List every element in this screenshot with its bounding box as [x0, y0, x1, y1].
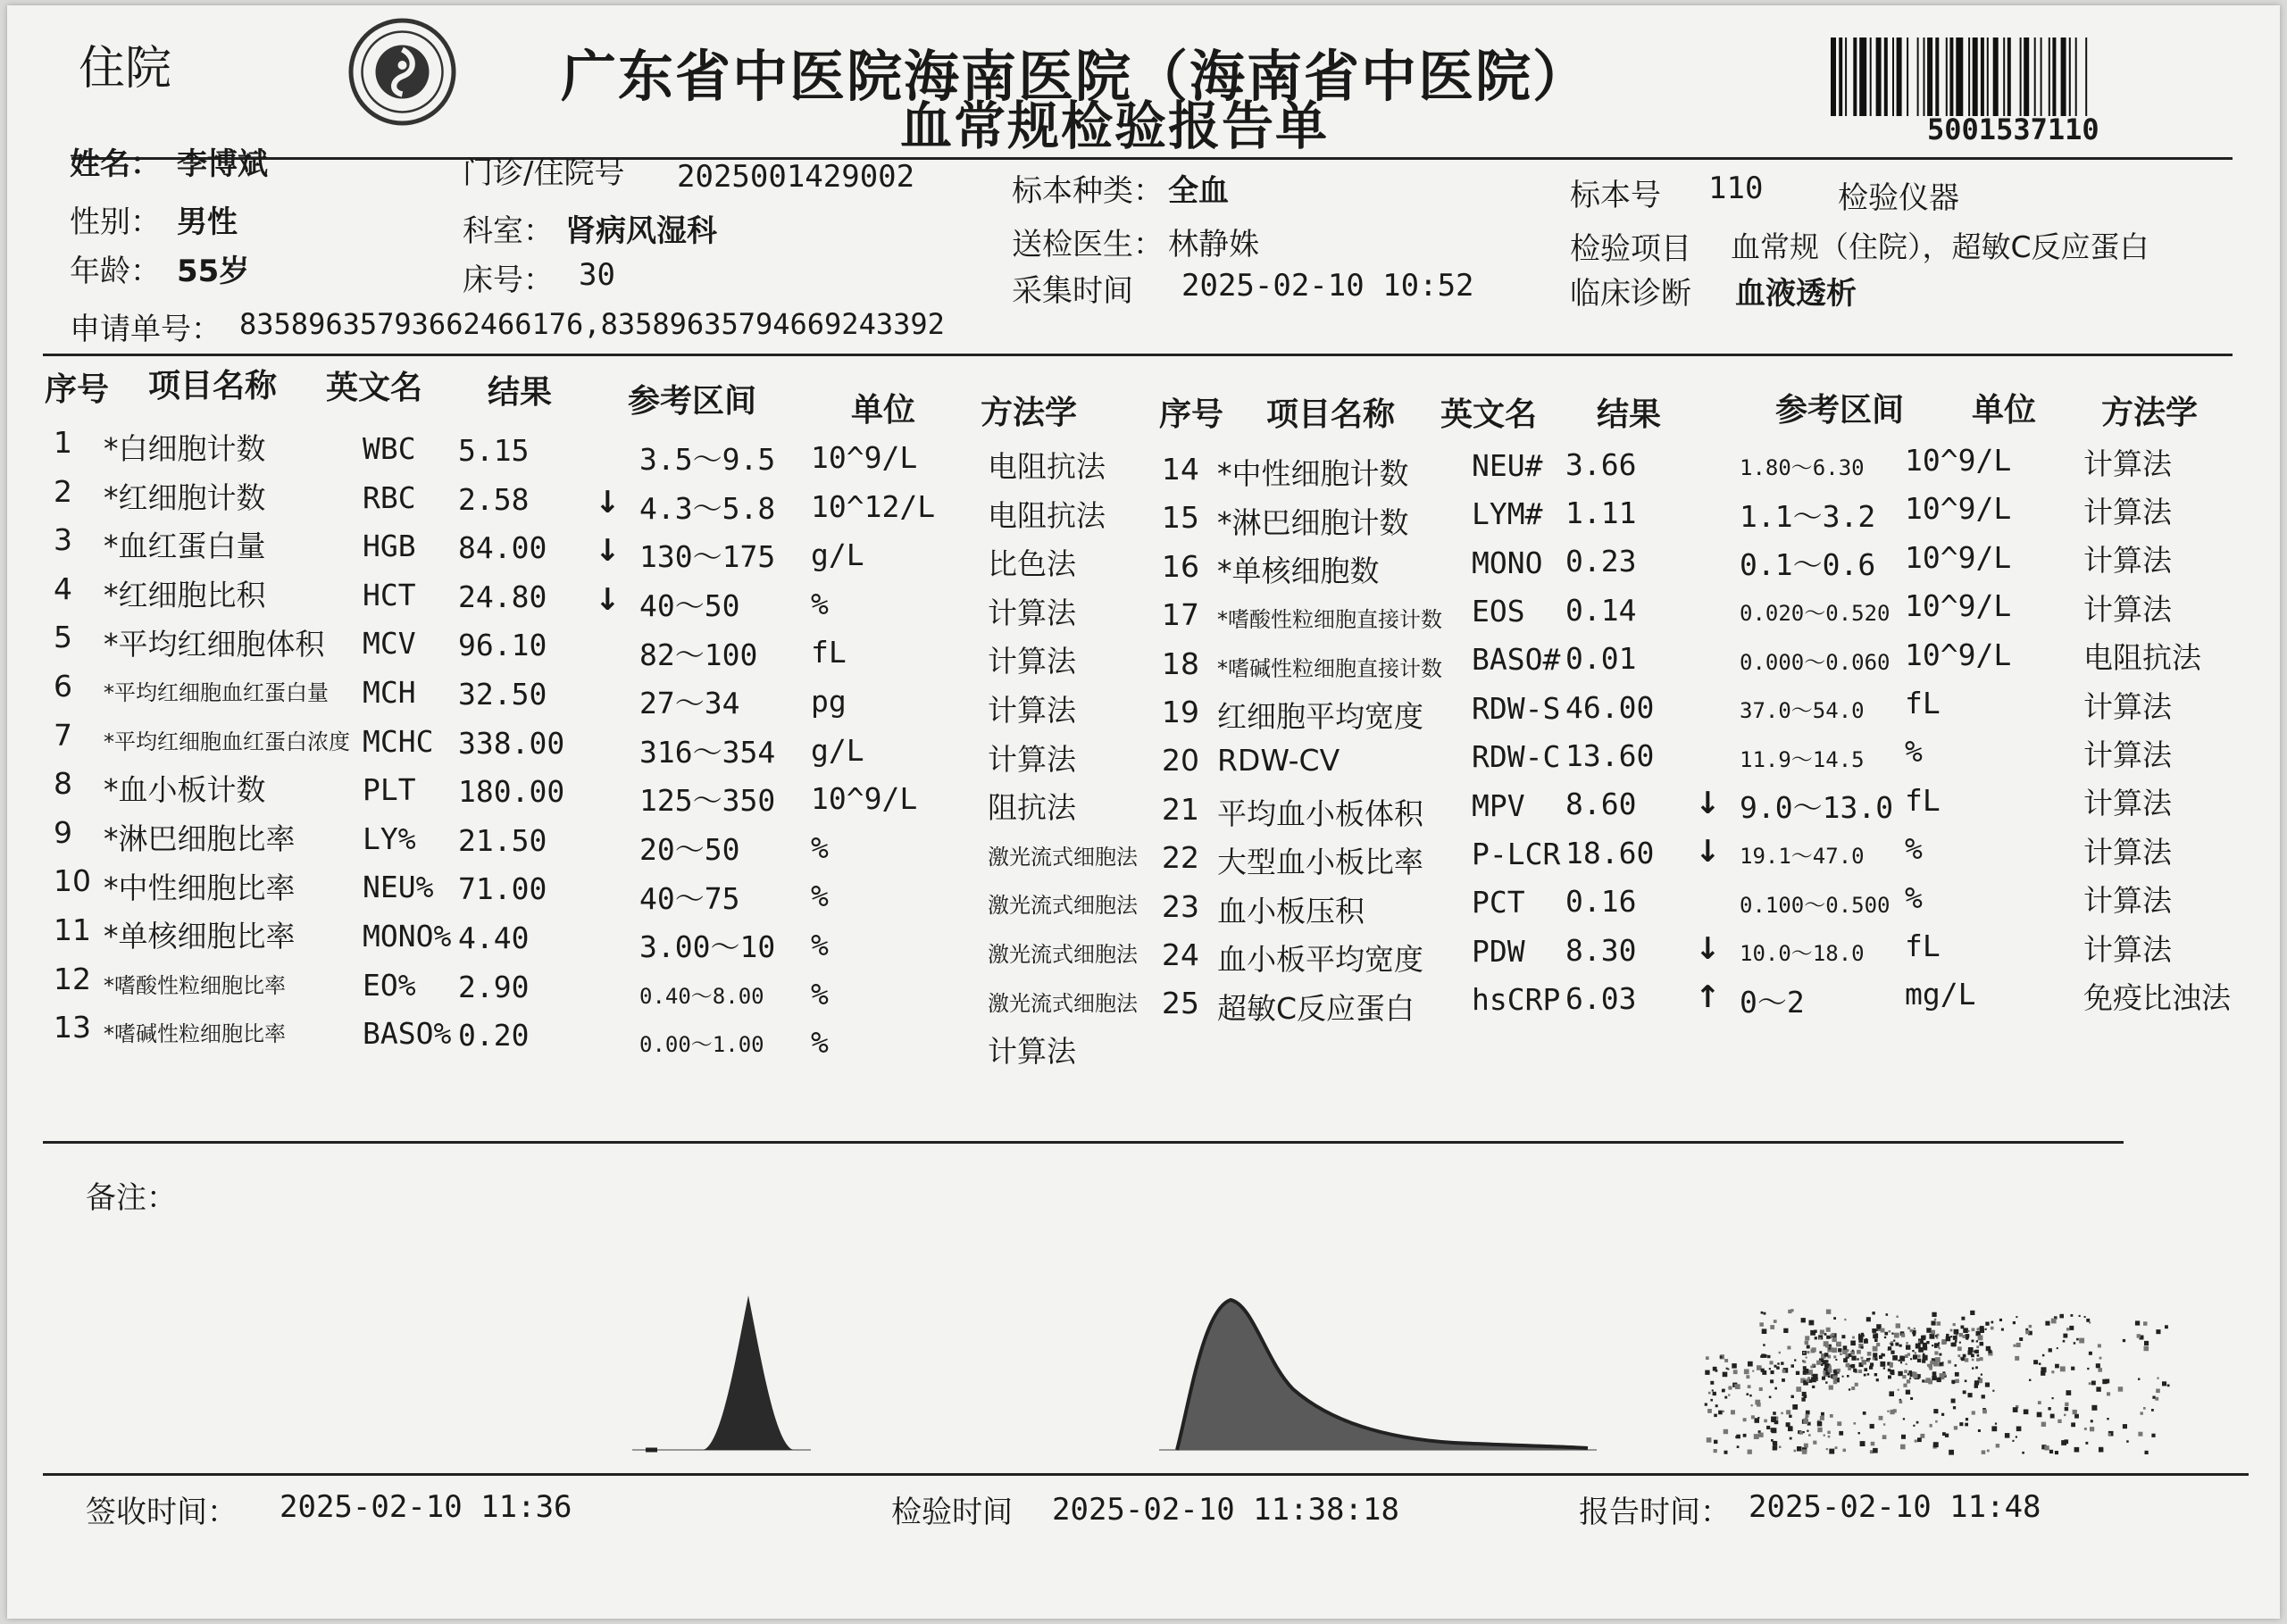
result-flag: ↓: [1695, 785, 1721, 821]
method: 计算法: [988, 692, 1076, 728]
unit: 10^9/L: [1905, 443, 2012, 479]
reference-range: 125～350: [639, 783, 776, 819]
test-name: *单核细胞数: [1217, 554, 1380, 589]
row-number: 10: [54, 863, 91, 899]
hospital-name: 广东省中医院海南医院（海南省中医院）: [561, 44, 1590, 109]
reference-range: 316～354: [639, 734, 776, 770]
method: 激光流式细胞法: [988, 893, 1138, 919]
unit: pg: [811, 683, 847, 719]
method: 计算法: [988, 595, 1076, 630]
reference-range: 3.00～10: [639, 929, 776, 965]
method: 计算法: [988, 741, 1076, 777]
unit: %: [1905, 831, 1923, 867]
reference-range: 0.00～1.00: [639, 1032, 764, 1058]
barcode-number: 5001537110: [1927, 112, 2099, 146]
test-name: *嗜碱性粒细胞直接计数: [1217, 655, 1442, 681]
test-name: 超敏C反应蛋白: [1217, 990, 1415, 1026]
col-name-left: 项目名称: [148, 368, 278, 404]
col-seq-left: 序号: [45, 371, 110, 408]
test-result: 4.40: [458, 920, 530, 956]
test-result: 338.00: [458, 725, 565, 761]
row-number: 8: [54, 766, 72, 802]
unit: fL: [1905, 929, 1941, 964]
method: 电阻抗法: [2083, 640, 2201, 676]
test-abbreviation: NEU#: [1472, 447, 1543, 483]
footer-divider: [43, 1473, 2249, 1476]
test-name: *淋巴细胞比率: [104, 820, 296, 856]
test-abbreviation: MCV: [363, 626, 416, 662]
patient-name: 李博斌: [177, 146, 268, 182]
test-result: 8.60: [1565, 787, 1637, 822]
test-result: 180.00: [458, 774, 565, 810]
reference-range: 1.1～3.2: [1740, 498, 1876, 534]
reference-range: 37.0～54.0: [1740, 698, 1865, 724]
reference-range: 40～75: [639, 880, 740, 916]
test-name: *嗜碱性粒细胞比率: [104, 1021, 286, 1047]
diagnosis: 血液透析: [1735, 276, 1857, 312]
test-time: 2025-02-10 11:38:18: [1052, 1492, 1399, 1528]
unit: %: [811, 927, 829, 962]
table-top-divider: [43, 354, 2233, 356]
reference-range: 0.1～0.6: [1740, 547, 1876, 583]
test-name: 血小板平均宽度: [1217, 942, 1423, 978]
remarks-label: 备注：: [86, 1180, 177, 1216]
reference-range: 3.5～9.5: [639, 442, 776, 478]
test-result: 3.66: [1565, 446, 1637, 482]
header-divider: [71, 157, 2233, 160]
method: 计算法: [2083, 883, 2172, 919]
row-number: 19: [1162, 695, 1199, 729]
method: 激光流式细胞法: [988, 941, 1138, 967]
test-name: 红细胞平均宽度: [1217, 699, 1423, 735]
test-abbreviation: BASO%: [363, 1016, 452, 1052]
test-result: 13.60: [1565, 737, 1655, 773]
unit: %: [811, 586, 829, 621]
test-name: *嗜酸性粒细胞比率: [104, 972, 286, 998]
department-label: 科室：: [463, 213, 554, 249]
test-name: *淋巴细胞计数: [1217, 504, 1409, 540]
unit: %: [811, 879, 829, 914]
test-abbreviation: PDW: [1472, 933, 1525, 969]
test-name: *红细胞计数: [104, 479, 266, 515]
name-label: 姓名：: [70, 146, 161, 182]
col-seq-right: 序号: [1159, 396, 1224, 433]
method: 计算法: [2083, 931, 2172, 967]
unit: %: [811, 1025, 829, 1061]
test-abbreviation: RDW-S: [1472, 690, 1561, 726]
row-number: 15: [1162, 500, 1199, 536]
method: 计算法: [988, 1034, 1076, 1070]
method: 计算法: [988, 644, 1076, 679]
method: 计算法: [2083, 543, 2172, 579]
col-en-right: 英文名: [1440, 396, 1538, 433]
row-number: 20: [1162, 743, 1199, 779]
test-abbreviation: EOS: [1472, 594, 1525, 629]
row-number: 22: [1162, 840, 1199, 876]
collect-time: 2025-02-10 10:52: [1181, 268, 1474, 304]
test-name: *平均红细胞血红蛋白量: [104, 680, 329, 706]
test-abbreviation: MCH: [363, 674, 416, 710]
row-number: 23: [1162, 888, 1199, 924]
unit: 10^9/L: [811, 439, 918, 475]
row-number: 13: [54, 1010, 91, 1045]
test-name: 大型血小板比率: [1217, 845, 1423, 880]
method: 计算法: [2083, 688, 2172, 724]
test-abbreviation: HGB: [363, 529, 416, 564]
reference-range: 19.1～47.0: [1740, 844, 1865, 870]
test-abbreviation: hsCRP: [1472, 982, 1561, 1018]
row-number: 16: [1162, 548, 1199, 584]
diagnosis-label: 临床诊断: [1570, 276, 1691, 312]
test-result: 46.00: [1565, 689, 1655, 725]
test-abbreviation: RDW-C: [1472, 739, 1561, 775]
record-no: 2025001429002: [677, 159, 915, 195]
doctor-name: 林静姝: [1168, 227, 1259, 262]
row-number: 6: [54, 669, 72, 704]
unit: 10^9/L: [1905, 539, 2012, 575]
test-name: *血小板计数: [104, 772, 266, 808]
test-abbreviation: P-LCR: [1472, 837, 1561, 872]
specimen-no-label: 标本号: [1570, 178, 1661, 213]
result-flag: ↓: [1695, 930, 1721, 967]
test-abbreviation: PCT: [1472, 885, 1525, 920]
row-number: 9: [54, 814, 72, 850]
row-number: 11: [54, 912, 91, 947]
specimen-type: 全血: [1168, 173, 1229, 209]
test-result: 1.11: [1565, 495, 1637, 530]
col-method-left: 方法学: [981, 395, 1078, 431]
unit: %: [811, 976, 829, 1012]
row-number: 24: [1162, 937, 1199, 972]
test-name: *中性细胞比率: [104, 870, 296, 905]
barcode-icon: [1829, 37, 2222, 116]
reference-range: 82～100: [639, 637, 758, 672]
row-number: 18: [1162, 645, 1199, 681]
rbc-histogram-icon: [1159, 1300, 1597, 1450]
col-ref-right: 参考区间: [1775, 392, 1905, 429]
row-number: 1: [54, 425, 72, 460]
request-no: 835896357936624661​76,8358963579466924​3392: [239, 307, 945, 341]
reference-range: 9.0～13.0: [1740, 790, 1894, 826]
unit: g/L: [811, 732, 864, 768]
reference-range: 11.9～14.5: [1740, 746, 1865, 772]
col-ref-left: 参考区间: [628, 383, 757, 420]
patient-age: 55岁: [177, 254, 250, 289]
unit: 10^9/L: [811, 781, 918, 817]
bed-no: 30: [579, 257, 615, 293]
reference-range: 130～175: [639, 539, 776, 575]
reference-range: 20～50: [639, 831, 740, 867]
col-result-left: 结果: [488, 374, 553, 411]
reference-range: 10.0～18.0: [1740, 941, 1865, 967]
unit: 10^12/L: [811, 488, 936, 524]
row-number: 25: [1162, 986, 1199, 1021]
reference-range: 1.80～6.30: [1740, 455, 1865, 481]
specimen-type-label: 标本种类：: [1012, 173, 1164, 209]
test-name: *白细胞计数: [104, 431, 266, 467]
test-name: *平均红细胞血红蛋白浓度: [104, 729, 350, 754]
age-label: 年龄：: [70, 254, 161, 289]
method: 电阻抗法: [988, 497, 1106, 533]
unit: fL: [811, 635, 847, 670]
test-name: RDW-CV: [1217, 742, 1340, 778]
patient-gender: 男性: [177, 204, 238, 240]
test-result: 0.20: [458, 1018, 530, 1054]
wbc-histogram-icon: [632, 1295, 811, 1450]
table-bottom-divider: [43, 1141, 2124, 1144]
hospital-seal-icon: [346, 16, 458, 128]
test-result: 8.30: [1565, 932, 1637, 968]
unit: %: [1905, 734, 1923, 770]
row-number: 21: [1162, 791, 1199, 827]
test-time-label: 检验时间: [891, 1495, 1013, 1530]
unit: 10^9/L: [1905, 588, 2012, 624]
report-time: 2025-02-10 11:48: [1749, 1489, 2041, 1525]
method: 电阻抗法: [988, 448, 1106, 484]
row-number: 17: [1162, 597, 1199, 633]
test-result: 0.14: [1565, 592, 1637, 628]
test-result: 6.03: [1565, 980, 1637, 1016]
test-result: 5.15: [458, 433, 530, 469]
method: 计算法: [2083, 446, 2172, 481]
reference-range: 0～2: [1740, 984, 1805, 1020]
row-number: 12: [54, 961, 91, 996]
col-name-right: 项目名称: [1266, 396, 1396, 433]
doctor-label: 送检医生：: [1012, 227, 1164, 262]
request-no-label: 申请单号：: [70, 312, 221, 347]
test-name: *平均红细胞体积: [104, 626, 325, 662]
test-name: *单核细胞比率: [104, 919, 296, 954]
reference-range: 40～50: [639, 587, 740, 623]
test-result: 0.01: [1565, 641, 1637, 677]
row-number: 7: [54, 717, 72, 753]
test-abbreviation: LY%: [363, 820, 416, 856]
col-unit-left: 单位: [851, 392, 916, 429]
test-result: 2.58: [458, 481, 530, 517]
method: 激光流式细胞法: [988, 990, 1138, 1016]
method: 计算法: [2083, 786, 2172, 821]
test-abbreviation: BASO#: [1472, 642, 1561, 678]
result-flag: ↓: [595, 581, 621, 618]
row-number: 4: [54, 570, 72, 606]
test-abbreviation: MCHC: [363, 723, 434, 759]
test-items: 血常规（住院），超敏C反应蛋白: [1731, 229, 2149, 264]
test-result: 84.00: [458, 530, 547, 566]
method: 免疫比浊法: [2083, 980, 2231, 1016]
test-result: 2.90: [458, 969, 530, 1004]
result-flag: ↓: [595, 533, 621, 570]
row-number: 14: [1162, 452, 1199, 487]
reference-range: 0.100～0.500: [1740, 892, 1891, 918]
test-name: 平均血小板体积: [1217, 796, 1423, 832]
bed-label: 床号：: [463, 262, 554, 298]
department: 肾病风湿科: [565, 213, 717, 249]
test-abbreviation: EO%: [363, 967, 416, 1003]
test-abbreviation: LYM#: [1472, 496, 1543, 532]
col-result-right: 结果: [1597, 396, 1662, 433]
test-name: *中性细胞计数: [1217, 456, 1409, 492]
method: 计算法: [2083, 834, 2172, 870]
test-result: 71.00: [458, 871, 547, 907]
reference-range: 27～34: [639, 686, 740, 721]
method: 阻抗法: [988, 790, 1076, 826]
collect-time-label: 采集时间: [1012, 273, 1133, 309]
result-flag: ↓: [595, 484, 621, 521]
test-name: *血红蛋白量: [104, 529, 266, 564]
test-result: 0.16: [1565, 884, 1637, 920]
test-result: 32.50: [458, 677, 547, 712]
gender-label: 性别：: [70, 204, 161, 240]
result-flag: ↑: [1695, 979, 1721, 1016]
method: 计算法: [2083, 737, 2172, 773]
report-time-label: 报告时间：: [1579, 1495, 1731, 1530]
unit: fL: [1905, 686, 1941, 721]
test-result: 0.23: [1565, 544, 1637, 579]
reference-range: 0.020～0.520: [1740, 601, 1891, 627]
test-result: 96.10: [458, 628, 547, 663]
test-name: 血小板压积: [1217, 893, 1365, 929]
test-abbreviation: NEU%: [363, 870, 434, 905]
receive-time: 2025-02-10 11:36: [280, 1489, 572, 1525]
row-number: 3: [54, 522, 72, 558]
method: 计算法: [2083, 591, 2172, 627]
lab-report-page: [7, 5, 2280, 1619]
col-en-left: 英文名: [326, 370, 423, 406]
instrument-label: 检验仪器: [1838, 180, 1959, 216]
test-result: 21.50: [458, 822, 547, 858]
test-abbreviation: RBC: [363, 479, 416, 515]
test-name: *红细胞比积: [104, 577, 266, 612]
unit: %: [1905, 879, 1923, 915]
test-abbreviation: HCT: [363, 577, 416, 612]
unit: fL: [1905, 782, 1941, 818]
row-number: 5: [54, 620, 72, 655]
method: 激光流式细胞法: [988, 844, 1138, 870]
col-method-right: 方法学: [2101, 395, 2199, 431]
unit: 10^9/L: [1905, 637, 2012, 672]
reference-range: 4.3～5.8: [639, 490, 776, 526]
reference-range: 0.40～8.00: [639, 983, 764, 1009]
receive-time-label: 签收时间：: [86, 1495, 238, 1530]
scatter-plot-icon: [1705, 1309, 2170, 1455]
test-result: 18.60: [1565, 835, 1655, 870]
test-abbreviation: MONO%: [363, 918, 452, 954]
row-number: 2: [54, 473, 72, 509]
col-unit-right: 单位: [1972, 392, 2037, 429]
reference-range: 0.000～0.060: [1740, 649, 1891, 675]
record-type: 住院: [79, 42, 172, 96]
record-no-label: 门诊/住院号: [463, 155, 625, 191]
test-abbreviation: MPV: [1472, 787, 1525, 823]
test-result: 24.80: [458, 579, 547, 614]
test-abbreviation: WBC: [363, 430, 416, 466]
histogram-graphics: [7, 1255, 2280, 1487]
result-flag: ↓: [1695, 834, 1721, 870]
specimen-no: 110: [1708, 171, 1764, 206]
test-items-label: 检验项目: [1570, 231, 1691, 267]
method: 比色法: [988, 546, 1076, 582]
unit: 10^9/L: [1905, 491, 2012, 527]
report-title: 血常规检验报告单: [900, 96, 1330, 156]
method: 计算法: [2083, 495, 2172, 530]
unit: g/L: [811, 537, 864, 573]
unit: mg/L: [1905, 977, 1976, 1012]
test-abbreviation: MONO: [1472, 545, 1543, 580]
unit: %: [811, 829, 829, 865]
test-name: *嗜酸性粒细胞直接计数: [1217, 607, 1442, 633]
test-abbreviation: PLT: [363, 772, 416, 808]
